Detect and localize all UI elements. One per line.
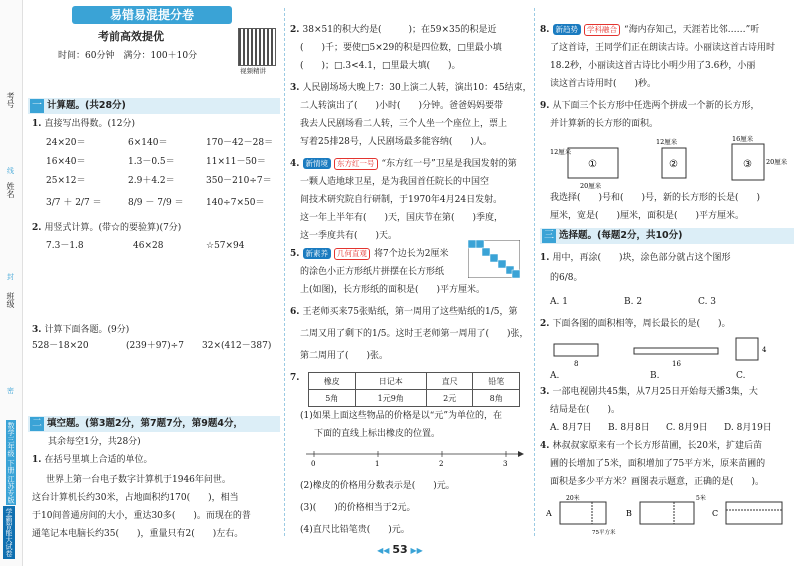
rect-label: ①	[588, 159, 597, 170]
rect-label: ③	[743, 159, 752, 170]
c3-c2-opt-a[interactable]: A.	[550, 371, 560, 381]
c2-q3-l4: 写着25排28号，人民剧场最多能容纳( )人。	[300, 137, 492, 147]
c2-q5-l1: 5. 新素养 几何直观 将7个边长为2厘米	[290, 249, 449, 259]
c2-q4-l3: 间技术研究院自行研制，于1970年4月24日发射。	[300, 195, 503, 205]
c2-q3-l1: 3. 人民剧场场大晚上7：30上演二人转，演出10：45结束，	[290, 83, 532, 93]
section-1-header: 一 计算题。(共28分)	[28, 98, 280, 114]
para-line-1: 世界上第一台电子数字计算机于1946年问世。	[46, 475, 231, 485]
section-3-header: 三 选择题。(每题2分，共10分)	[540, 228, 794, 244]
axis-tick: 1	[375, 460, 380, 468]
q8-tag: 学科融合	[584, 24, 620, 36]
c3-c3-l1: 3. 一部电视剧共45集，从7月25日开始每天播3集，大	[540, 387, 758, 397]
table-header: 铅笔	[473, 373, 520, 390]
calc-4-2: 8/9 － 7/9 ＝	[128, 198, 184, 208]
para-line-3: 于10间普通房间的大小，重达30多( )。而现在的普	[32, 511, 251, 521]
dim-label: 12厘米	[550, 148, 572, 156]
axis-tick: 3	[503, 460, 508, 468]
dim-label: 12厘米	[656, 138, 678, 146]
header-title-banner	[72, 6, 232, 24]
c2-q5-l3: 上(如图)，长方形纸的面积是( )平方厘米。	[300, 285, 486, 295]
column-3	[540, 6, 794, 546]
option-label: B	[626, 509, 632, 518]
c3-q8-l2: 了这首诗，王同学们正在朗读古诗。小丽读这首古诗用时	[550, 43, 776, 53]
column-1	[28, 6, 280, 546]
c3-c1-opt-c[interactable]: C. 3	[698, 297, 717, 307]
section-2-title: 填空题。(第3题2分，第7题7分，第9题4分，	[47, 418, 244, 429]
c3-c1-opt-b[interactable]: B. 2	[624, 297, 643, 307]
c3-q9-ans-2: 厘米，宽是( )厘米，面积是( )平方厘米。	[550, 211, 745, 221]
dim-label: 20厘米	[766, 158, 788, 166]
c2-q6-l1: 6. 王老师买来75张贴纸，第一周用了这些贴纸的1/5，第	[290, 307, 518, 317]
c2-q7-l2: 下面的直线上标出橡皮的位置。	[314, 429, 441, 439]
mixed-1: 528－18×20	[32, 341, 89, 351]
rect-label: ②	[669, 159, 678, 170]
page-number-bar	[370, 543, 430, 559]
para-line-4: 通笔记本电脑长约35( )，重量只有2( )左右。	[32, 529, 244, 539]
option-dim: 5米	[696, 495, 706, 502]
spine-line-label: 线	[7, 167, 14, 175]
c2-q3-l3: 我去人民剧场看二人转，三个人坐一个座位上，票上	[300, 119, 508, 129]
q4-tag: 东方红一号	[334, 158, 378, 170]
c3-q8-l4: 读这首古诗用时( )秒。	[550, 79, 657, 89]
para-line-2: 这台计算机长约30米，占地面积约170( )，相当	[32, 493, 239, 503]
shape-label: 16	[672, 360, 681, 368]
c3-c3-opt-d[interactable]: D. 8月19日	[724, 423, 772, 433]
q4-badge: 新情境	[303, 158, 332, 169]
c3-c3-opt-b[interactable]: B. 8月8日	[608, 423, 650, 433]
spine-secret-label: 密	[7, 387, 14, 395]
calc-4-1: 3/7 ＋ 2/7 ＝	[46, 198, 102, 208]
next-page-icon[interactable]: ▶▶	[410, 546, 423, 555]
calc-2-3: 11×11－50＝	[206, 157, 266, 167]
c2-q3-l2: 二人转演出了( )小时( )分钟。爸爸妈妈要带	[300, 101, 504, 111]
vertical-3: ☆57×94	[206, 241, 245, 251]
c3-c4-l2: 圃的长增加了5米，面积增加了75平方米，原来苗圃的	[550, 459, 766, 469]
spine-brand: 学霸智能大试卷	[5, 508, 13, 557]
c3-c2-opt-b[interactable]: B.	[650, 371, 660, 381]
c2-q7-l1: (1)如果上面这些物品的价格是以“元”为单位的，在	[300, 411, 502, 421]
c2-q7-number: 7.	[290, 373, 300, 383]
axis-tick: 0	[311, 460, 316, 468]
c3-c4-l1: 4. 林叔叔家原来有一个长方形苗圃，长20米，扩建后苗	[540, 441, 762, 451]
table-header: 直尺	[426, 373, 473, 390]
c2-q2-l2: ( )千；要使□5×29的积是四位数，□里最小填	[300, 43, 502, 53]
section-2-header: 二 填空题。(第3题2分，第7题7分，第9题4分，	[28, 416, 280, 432]
shape-label: 8	[574, 360, 579, 368]
spine-book-title: 数学三年级 下册 江苏专版	[7, 422, 15, 504]
calc-3-2: 2.9＋4.2＝	[128, 176, 175, 186]
c3-c3-opt-a[interactable]: A. 8月7日	[550, 423, 592, 433]
garden-options-figure	[546, 492, 790, 538]
c3-q9-l1: 9. 从下面三个长方形中任选两个拼成一个新的长方形，	[540, 101, 760, 111]
option-label: A	[546, 509, 552, 518]
calc-3-1: 25×12＝	[46, 176, 86, 186]
qr-caption: 视频精讲	[240, 67, 266, 75]
spine-name-label: 姓名	[6, 182, 15, 198]
c3-c2: 2. 下面各图的面积相等，周长最长的是( )。	[540, 319, 731, 329]
c1-fill-q1: 1. 在括号里填上合适的单位。	[32, 455, 153, 465]
c2-q6-l2: 二周又用了剩下的1/5。这时王老师第一周用了( )张，	[300, 329, 529, 339]
c2-q4-l1: 4. 新情境 东方红一号 “东方红一号”卫星是我国发射的第	[290, 159, 517, 169]
table-cell: 8角	[473, 390, 520, 407]
section-1-title: 计算题。(共28分)	[47, 100, 126, 111]
vertical-1: 7.3－1.8	[46, 241, 84, 251]
shape-label: 4	[762, 346, 767, 354]
c3-c1-l2: 的6/8。	[550, 273, 583, 283]
table-cell: 1元9角	[355, 390, 426, 407]
spine	[0, 0, 23, 566]
c3-q8-l3: 18.2秒，小丽读这首古诗比小明少用了3.6秒，小丽	[550, 61, 756, 71]
q8-badge: 新趋势	[553, 24, 582, 35]
c2-q4-l2: 一颗人造地球卫星，是为我国首任院长的中国空	[300, 177, 490, 187]
section-2-title-cont: 其余每空1分，共28分)	[48, 437, 141, 447]
header-subtitle: 考前高效提优	[98, 30, 164, 43]
axis-tick: 2	[439, 460, 444, 468]
c2-q4-l5: 这一季度共有( )天。	[300, 231, 398, 241]
section-3-title: 选择题。(每题2分，共10分)	[559, 230, 683, 241]
spine-seal-label: 封	[7, 273, 14, 281]
c1-q2: 2. 用竖式计算。(带☆的要验算)(7分)	[32, 223, 182, 233]
calc-2-2: 1.3－0.5＝	[128, 157, 175, 167]
c2-q7-l4: (3)( )的价格相当于2元。	[300, 503, 416, 513]
c3-q9-l2: 并计算新的长方形的面积。	[550, 119, 659, 129]
c2-q7-l3: (2)橡皮的价格用分数表示是( )元。	[300, 481, 455, 491]
vertical-2: 46×28	[133, 241, 164, 251]
q5-tag: 几何直观	[334, 248, 370, 260]
divider-1	[284, 8, 285, 536]
three-shapes-figure	[550, 334, 780, 368]
qr-code[interactable]	[238, 28, 276, 66]
price-table	[308, 372, 520, 407]
c3-c4-l3: 面积是多少平方米？画图表示题意，正确的是( )。	[550, 477, 765, 487]
c1-q3: 3. 计算下面各题。(9分)	[32, 325, 130, 335]
c3-q9-ans-1: 我选择( )号和( )号，新的长方形的长是( )	[550, 193, 761, 203]
calc-3-3: 350－210÷7＝	[206, 176, 272, 186]
calc-2-1: 16×40＝	[46, 157, 86, 167]
header-title: 易错易混提分卷	[109, 8, 194, 22]
c2-q7-l5: (4)直尺比铅笔贵( )元。	[300, 525, 410, 535]
calc-1-3: 170－42－28＝	[206, 138, 274, 148]
table-header: 橡皮	[309, 373, 356, 390]
divider-2	[534, 8, 535, 536]
calc-1-2: 6×140＝	[128, 138, 168, 148]
number-line[interactable]	[304, 446, 524, 468]
c2-q2-l1: 2. 38×51的积大约是( )；在59×35的积是近	[290, 25, 497, 35]
prev-page-icon[interactable]: ◀◀	[377, 546, 390, 555]
three-rectangles-figure	[550, 134, 790, 190]
c3-q8-l1: 8. 新趋势 学科融合 “海内存知己，天涯若比邻……”听	[540, 25, 760, 35]
staircase-figure	[468, 240, 520, 278]
c3-c2-opt-c[interactable]: C.	[736, 371, 746, 381]
c2-q5-l2: 的涂色小正方形纸片拼摆在长方形纸	[300, 267, 445, 277]
q5-badge: 新素养	[303, 248, 332, 259]
c3-c3-l2: 结局是在( )。	[550, 405, 621, 415]
dim-label: 16厘米	[732, 135, 754, 143]
spine-class-label: 班级	[6, 292, 15, 308]
table-cell: 2元	[426, 390, 473, 407]
dim-label: 20厘米	[580, 182, 602, 190]
c1-q1: 1. 直接写出得数。(12分)	[32, 119, 136, 129]
table-cell: 5角	[309, 390, 356, 407]
spine-top-label: 考号	[6, 92, 15, 108]
c3-c1-l1: 1. 用中，再涂( )块，涂色部分就占这个图形	[540, 253, 731, 263]
option-dim: 20米	[566, 495, 580, 502]
c2-q6-l3: 第二周用了( )张。	[300, 351, 389, 361]
page-number: 53	[392, 543, 408, 556]
calc-1-1: 24×20＝	[46, 138, 86, 148]
option-dim: 75平方米	[592, 530, 616, 536]
c3-c3-opt-c[interactable]: C. 8月9日	[666, 423, 708, 433]
c2-q4-l4: 这一年上半年有( )天，国庆节在第( )季度，	[300, 213, 504, 223]
c3-c1-opt-a[interactable]: A. 1	[550, 297, 568, 307]
table-header: 日记本	[355, 373, 426, 390]
option-label: C	[712, 509, 719, 518]
mixed-2: (239＋97)÷7	[126, 341, 184, 351]
c2-q2-l3: ( )；□.3<4.1，□里最大填( )。	[300, 61, 461, 71]
mixed-3: 32×(412－387)	[202, 341, 272, 351]
calc-4-3: 140÷7×50＝	[206, 198, 265, 208]
column-2	[290, 6, 530, 546]
header-meta: 时间：60分钟 满分：100＋10分	[58, 51, 198, 61]
